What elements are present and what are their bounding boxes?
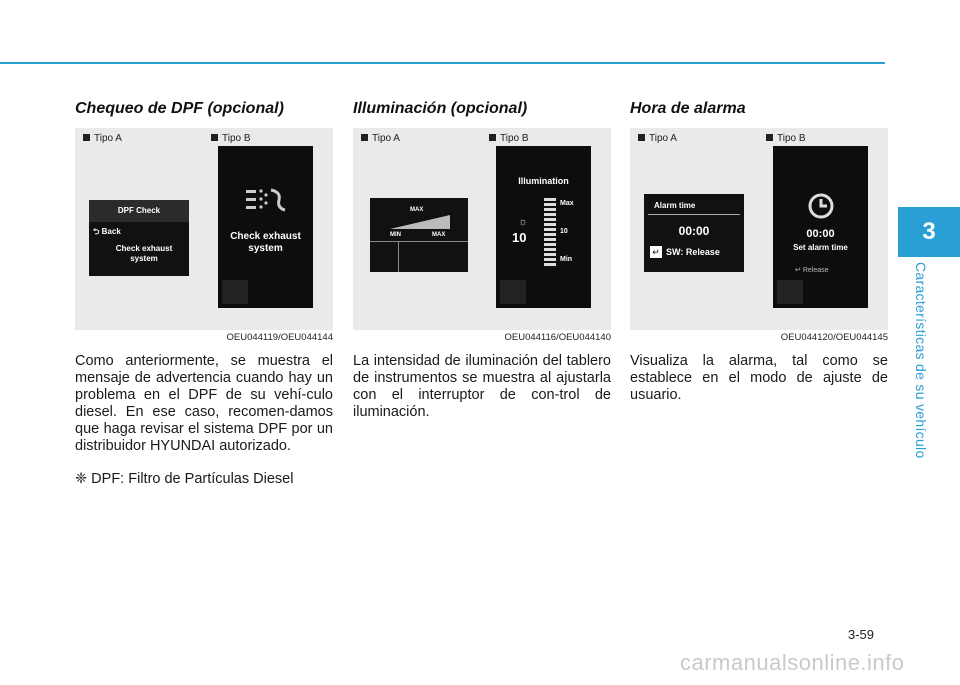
clock-icon [807, 192, 835, 220]
body-text: Como anteriormente, se muestra el mensaje de advertencia cuando hay un problema en el DPF de su vehí-culo diesel. En ese caso, recomen-damos que haga revisar el sistema DPF por un distribuidor HYUNDAI autorizado. [75, 353, 333, 454]
illum-screen-b: Illumination ☼ 10 Max 10 Min [496, 146, 591, 308]
figure-dpf [75, 128, 333, 330]
type-a-label: Tipo A [638, 133, 677, 144]
alarm-label: Set alarm time [793, 243, 848, 252]
figure-code: OEU044119/OEU044144 [226, 332, 333, 343]
figure-code: OEU044116/OEU044140 [504, 332, 611, 343]
chapter-title: Características de su vehículo [913, 262, 929, 459]
section-heading: Hora de alarma [630, 100, 746, 117]
dpf-screen-a [89, 200, 189, 276]
back-icon: ⮌ Back [93, 227, 121, 236]
dpf-message: Check exhaust system [115, 244, 173, 263]
section-dpf [75, 100, 333, 488]
alarm-screen-b [773, 146, 868, 308]
note-text: ❈ DPF: Filtro de Partículas Diesel [75, 471, 294, 487]
type-b-label: Tipo B [489, 133, 529, 144]
alarm-title: Alarm time [654, 201, 696, 210]
dpf-title: DPF Check [117, 206, 161, 215]
watermark: carmanualsonline.info [680, 650, 905, 675]
illum-screen-a: MAX MIN MAX [370, 198, 468, 272]
alarm-time: 00:00 [678, 224, 710, 238]
release-hint: ↵ Release [795, 267, 829, 274]
alarm-sw: SW: Release [666, 247, 720, 257]
body-text: Visualiza la alarma, tal como se establece en el modo de ajuste de usuario. [630, 353, 888, 403]
section-heading: Chequeo de DPF (opcional) [75, 100, 284, 117]
header-rule [0, 62, 885, 64]
illumination-icon: ☼ [518, 216, 529, 228]
alarm-time-b: 00:00 [806, 228, 835, 240]
type-a-label: Tipo A [361, 133, 400, 144]
section-alarm [630, 100, 888, 404]
type-a-label: Tipo A [83, 133, 122, 144]
body-text: La intensidad de iluminación del tablero de instrumentos se muestra al ajustarla con el interruptor de con-trol de iluminación. [353, 353, 611, 420]
chapter-tab [898, 207, 960, 257]
dpf-screen-b [218, 146, 313, 308]
page-number: 3-59 [848, 627, 875, 642]
section-heading: Illuminación (opcional) [353, 100, 528, 117]
enter-icon: ↵ [795, 267, 801, 274]
chapter-number: 3 [922, 218, 936, 245]
type-b-label: Tipo B [211, 133, 251, 144]
illum-scale [544, 198, 556, 268]
dpf-message-b: Check exhaust system [230, 231, 301, 254]
figure-alarm [630, 128, 888, 330]
illum-title: Illumination [518, 176, 569, 186]
figure-code: OEU044120/OEU044145 [780, 332, 888, 343]
alarm-screen-a [644, 194, 744, 272]
figure-illumination [353, 128, 611, 330]
section-illumination [353, 100, 611, 421]
exhaust-filter-icon [244, 184, 288, 218]
type-b-label: Tipo B [766, 133, 806, 144]
illumination-level-bar [390, 215, 450, 229]
illum-value: 10 [512, 230, 527, 245]
chapter-title-vertical [912, 262, 930, 459]
enter-icon: ↵ [650, 246, 662, 258]
